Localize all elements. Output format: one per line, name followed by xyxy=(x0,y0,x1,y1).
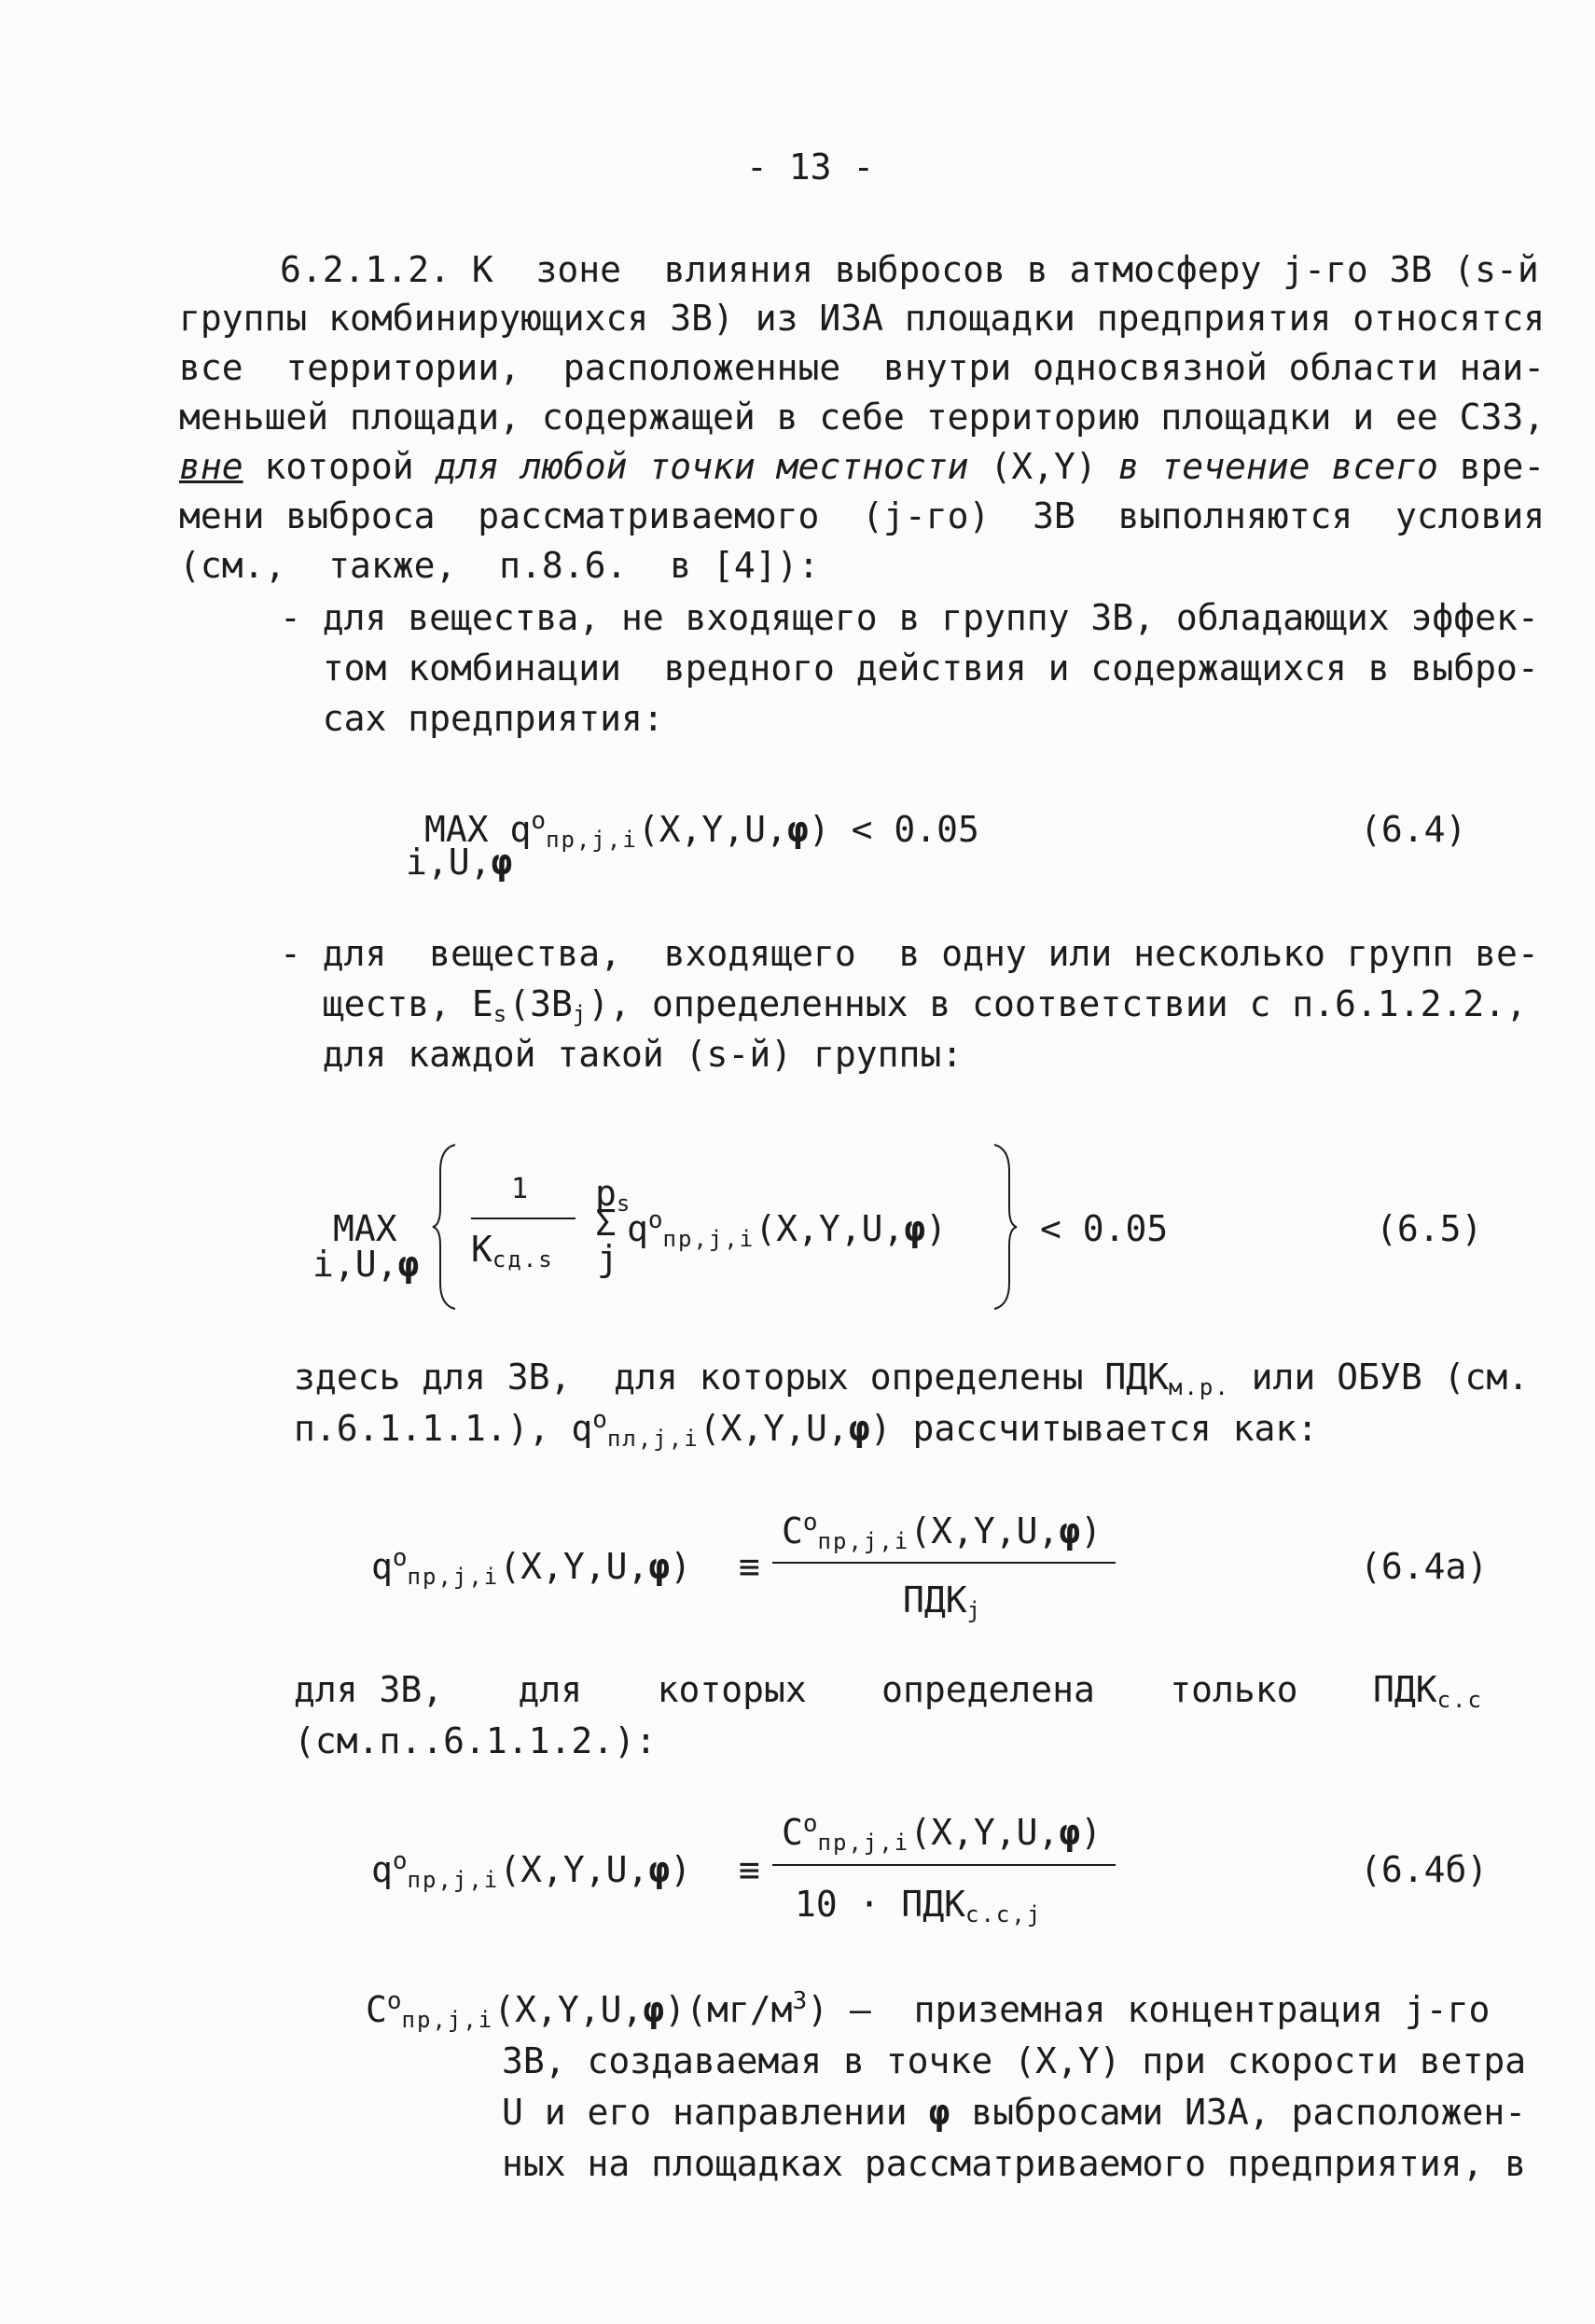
text-span: выбросами ИЗА, расположен- xyxy=(950,2092,1527,2133)
text-line xyxy=(280,983,1527,1027)
subscript: пр,j,i xyxy=(817,1528,910,1554)
formula-lhs xyxy=(371,1847,692,1893)
text-span: i,U, xyxy=(406,842,492,883)
text-span: вре- xyxy=(1437,446,1546,487)
subscript: пр,j,i xyxy=(407,1867,500,1893)
text-span: U и его направлении xyxy=(502,2092,929,2133)
fraction-numerator xyxy=(782,1810,1103,1856)
subscript: с.с,j xyxy=(965,1901,1043,1927)
text-span: q xyxy=(371,1849,393,1890)
text-line xyxy=(366,1987,1491,2033)
text-line xyxy=(502,2092,1527,2133)
text-span: MAX xyxy=(424,809,489,850)
fraction-denominator xyxy=(903,1579,983,1623)
text-line: для каждой такой (s-й) группы: xyxy=(280,1034,964,1075)
text-span: (X,Y) xyxy=(968,446,1118,487)
text-span: здесь для ЗВ, для которых определены ПДК xyxy=(294,1357,1169,1398)
subscript: пр,j,i xyxy=(546,827,638,853)
subscript: м.р. xyxy=(1169,1374,1230,1400)
text-line xyxy=(294,1357,1530,1400)
text-line: группы комбинирующихся ЗВ) из ИЗА площадки предприятия относятся xyxy=(179,298,1546,339)
text-line: ных на площадках рассматриваемого предприятия, в xyxy=(502,2143,1527,2184)
subscript: пр,j,i xyxy=(407,1564,500,1590)
phi-symbol: φ xyxy=(491,842,513,883)
text-line: - для вещества, входящего в одну или несколько групп ве- xyxy=(280,933,1539,974)
text-span: определена xyxy=(881,1669,1095,1710)
identity-sign: ≡ xyxy=(739,1546,760,1587)
text-span: п.6.1.1.1.), q xyxy=(294,1408,593,1449)
text-line xyxy=(179,446,1546,487)
text-span: (X,Y,U, xyxy=(699,1408,849,1449)
text-span: ) xyxy=(808,809,830,850)
text-line xyxy=(294,1669,1483,1713)
text-span: ) – приземная концентрация j-го xyxy=(807,1989,1491,2030)
phi-symbol: φ xyxy=(928,2092,950,2133)
text-span: или ОБУВ (см. xyxy=(1229,1357,1530,1398)
text-span: ) xyxy=(1080,1510,1103,1552)
fraction-numerator: 1 xyxy=(511,1173,529,1205)
summand xyxy=(627,1206,948,1252)
superscript: o xyxy=(802,1810,818,1838)
text-line: - для вещества, не входящего в группу ЗВ, обладающих эффек- xyxy=(280,597,1539,638)
superscript: o xyxy=(802,1509,818,1537)
phi-symbol: φ xyxy=(648,1849,671,1890)
identity-sign: ≡ xyxy=(739,1849,760,1890)
text-span: для xyxy=(518,1669,583,1710)
text-span: C xyxy=(782,1812,803,1853)
text-span: (X,Y,U, xyxy=(499,1546,649,1587)
text-span: i,U, xyxy=(312,1244,398,1285)
text-span xyxy=(1372,1669,1483,1713)
subscript: пл,j,i xyxy=(606,1426,700,1452)
max-operator: MAX xyxy=(333,1208,397,1249)
text-span: (X,Y,U, xyxy=(909,1510,1060,1552)
text-span: ПДК xyxy=(903,1579,967,1621)
text-span: q xyxy=(509,809,532,850)
phi-symbol: φ xyxy=(648,1546,671,1587)
subscript: сд.s xyxy=(492,1246,554,1273)
text-line: меньшей площади, содержащей в себе территорию площадки и ее СЗЗ, xyxy=(179,397,1546,438)
text-span: (X,Y,U, xyxy=(493,1989,644,2030)
text-span: для ЗВ, xyxy=(294,1669,444,1710)
text-line: сах предприятия: xyxy=(280,698,664,739)
text-span: q xyxy=(371,1546,393,1587)
phi-symbol: φ xyxy=(904,1208,926,1249)
text-line: (см., также, п.8.6. в [4]): xyxy=(179,545,820,586)
text-span: ) xyxy=(670,1546,692,1587)
superscript: o xyxy=(531,807,547,835)
right-brace xyxy=(991,1143,1019,1311)
text-span: только xyxy=(1170,1669,1298,1710)
text-span: )(мг/м xyxy=(664,1989,793,2030)
formula-lhs xyxy=(371,1544,692,1590)
sum-symbol: Σ xyxy=(595,1203,617,1244)
text-span: (X,Y,U, xyxy=(755,1208,905,1249)
text-span: q xyxy=(627,1208,648,1249)
sum-lower-limit: j xyxy=(597,1238,618,1279)
superscript: 3 xyxy=(792,1987,808,2015)
superscript: o xyxy=(386,1987,402,2015)
text-span: < 0.05 xyxy=(851,809,979,850)
equation-number: (6.4) xyxy=(1360,809,1467,850)
text-line xyxy=(294,1406,1319,1452)
text-span: ) xyxy=(670,1849,692,1890)
fraction-bar xyxy=(772,1562,1116,1564)
max-subscript xyxy=(406,842,513,883)
italic-span: в течение всего xyxy=(1117,446,1438,487)
phi-symbol: φ xyxy=(1059,1510,1081,1552)
text-span: ПДК xyxy=(1372,1669,1437,1710)
text-line: (см.п..6.1.1.2.): xyxy=(294,1720,657,1761)
equation-number: (6.5) xyxy=(1376,1208,1483,1249)
text-line: 6.2.1.2. К зоне влияния выбросов в атмосферу j-го ЗВ (s-й xyxy=(280,249,1539,290)
text-span: C xyxy=(366,1989,387,2030)
text-span: (X,Y,U, xyxy=(499,1849,649,1890)
left-brace xyxy=(431,1143,459,1311)
text-line: мени выброса рассматриваемого (j-го) ЗВ выполняются условия xyxy=(179,495,1546,536)
text-span: C xyxy=(782,1510,803,1552)
text-span: ществ, E xyxy=(280,983,493,1024)
text-line: ЗВ, создаваемая в точке (X,Y) при скорости ветра xyxy=(502,2040,1527,2081)
subscript: пр,j,i xyxy=(401,2007,494,2033)
text-span: 10 · ПДК xyxy=(795,1884,966,1925)
max-subscript xyxy=(312,1244,420,1285)
text-line: все территории, расположенные внутри односвязной области наи- xyxy=(179,347,1546,388)
italic-span: для любой точки местности xyxy=(435,446,969,487)
text-span: ) xyxy=(1080,1812,1103,1853)
text-span: p xyxy=(595,1173,617,1214)
fraction-bar xyxy=(471,1218,576,1219)
fraction-denominator xyxy=(795,1884,1043,1927)
phi-symbol: φ xyxy=(1059,1812,1081,1853)
phi-symbol: φ xyxy=(643,1989,665,2030)
subscript: с.с xyxy=(1436,1687,1483,1713)
text-span: ), определенных в соответствии с п.6.1.2.2., xyxy=(588,983,1527,1024)
text-span: которых xyxy=(657,1669,807,1710)
subscript: пр,j,i xyxy=(817,1830,910,1856)
fraction-bar xyxy=(772,1864,1116,1866)
page-number: - 13 - xyxy=(746,146,875,188)
fraction-denominator xyxy=(471,1229,554,1273)
text-span: ) рассчитывается как: xyxy=(869,1408,1319,1449)
superscript: o xyxy=(392,1847,408,1875)
subscript: s xyxy=(492,1001,509,1027)
phi-symbol: φ xyxy=(397,1244,420,1285)
subscript: j xyxy=(966,1597,983,1623)
text-span: (X,Y,U, xyxy=(637,809,787,850)
comparison: < 0.05 xyxy=(1040,1208,1169,1249)
text-span: (ЗВ xyxy=(508,983,573,1024)
superscript: o xyxy=(392,1544,408,1572)
subscript: j xyxy=(572,1001,589,1027)
phi-symbol: φ xyxy=(848,1408,870,1449)
text-span: K xyxy=(471,1229,492,1270)
text-span: которой xyxy=(243,446,436,487)
subscript: пр,j,i xyxy=(662,1226,756,1252)
text-span: ) xyxy=(925,1208,948,1249)
equation-number: (6.4а) xyxy=(1360,1546,1489,1587)
superscript: o xyxy=(592,1406,607,1434)
subscript: s xyxy=(616,1190,632,1217)
superscript: o xyxy=(647,1206,663,1234)
text-line: том комбинации вредного действия и содержащихся в выбро- xyxy=(280,647,1539,689)
text-span: (X,Y,U, xyxy=(909,1812,1060,1853)
phi-symbol: φ xyxy=(786,809,809,850)
equation-number: (6.4б) xyxy=(1360,1849,1489,1890)
fraction-numerator xyxy=(782,1509,1103,1554)
underlined-word: вне xyxy=(179,446,243,487)
